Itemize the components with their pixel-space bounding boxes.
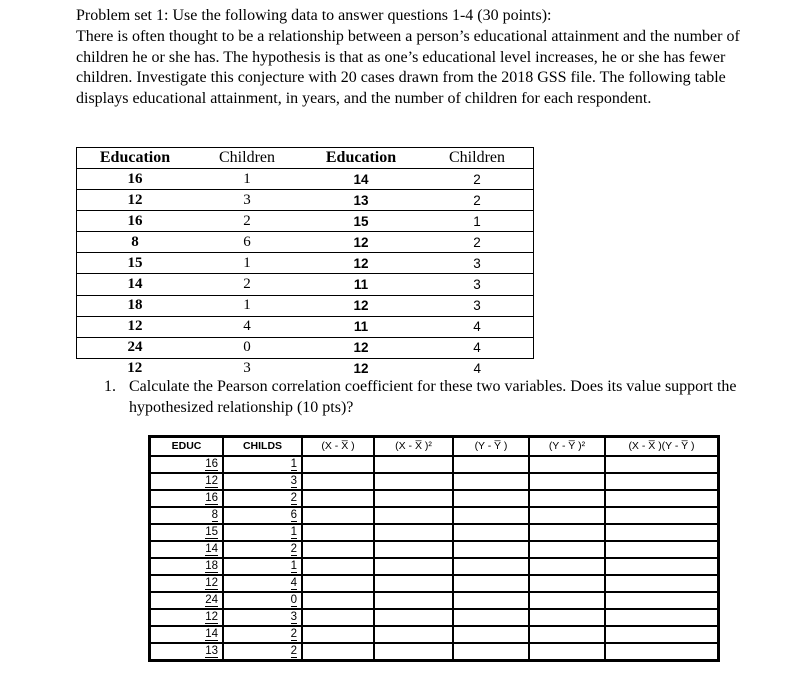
work-table-header	[150, 437, 719, 457]
work-table-answer-cell[interactable]	[605, 626, 719, 643]
work-table-row	[150, 524, 719, 541]
work-table-answer-cell[interactable]	[302, 626, 374, 643]
data-table-row	[77, 169, 534, 190]
data-table-cell: 4	[473, 361, 481, 377]
data-table-cell: 3	[193, 190, 301, 211]
question-number: 1.	[104, 378, 116, 395]
work-table-row	[150, 558, 719, 575]
data-table-cell: 14	[77, 274, 194, 295]
work-table-answer-cell[interactable]	[453, 456, 529, 473]
work-table-value-cell	[223, 490, 302, 507]
work-table-value: 24	[205, 594, 218, 606]
work-table-answer-cell[interactable]	[302, 609, 374, 626]
work-table-value: 0	[290, 594, 297, 606]
work-table-row	[150, 626, 719, 643]
question-1	[104, 376, 744, 418]
work-table-value-cell	[223, 558, 302, 575]
work-table-value-cell	[223, 473, 302, 490]
work-table-value-cell	[150, 473, 224, 490]
header-education-2: Education	[301, 148, 421, 169]
work-table-row	[150, 541, 719, 558]
data-table-row	[77, 190, 534, 211]
work-table-answer-cell[interactable]	[453, 524, 529, 541]
data-table-cell: 1	[193, 253, 301, 274]
work-table-answer-cell[interactable]	[302, 643, 374, 661]
work-table-answer-cell[interactable]	[453, 541, 529, 558]
work-table-value: 16	[205, 458, 218, 470]
header-y-dev: (Y - Y̅ )	[453, 437, 529, 457]
work-table-value-cell	[150, 575, 224, 592]
work-table-row	[150, 575, 719, 592]
work-table-value: 12	[205, 475, 218, 487]
work-table-answer-cell[interactable]	[529, 524, 605, 541]
work-table-answer-cell[interactable]	[374, 541, 453, 558]
header-educ: EDUC	[150, 437, 224, 457]
work-table-value: 18	[205, 560, 218, 572]
work-table-answer-cell[interactable]	[529, 592, 605, 609]
work-table-answer-cell[interactable]	[374, 456, 453, 473]
data-table-row	[77, 274, 534, 295]
work-table-value: 2	[290, 645, 297, 657]
work-table-value: 14	[205, 628, 218, 640]
work-table-answer-cell[interactable]	[302, 541, 374, 558]
data-table-cell: 15	[301, 211, 421, 232]
work-table-value-cell	[150, 507, 224, 524]
work-table-answer-cell[interactable]	[302, 575, 374, 592]
work-table-value-cell	[150, 609, 224, 626]
work-table-value-cell	[150, 592, 224, 609]
work-table-value-cell	[223, 456, 302, 473]
data-table-cell: 4	[421, 337, 534, 358]
work-table-value-cell	[223, 507, 302, 524]
work-table-answer-cell[interactable]	[529, 626, 605, 643]
work-table-answer-cell[interactable]	[453, 490, 529, 507]
work-table-answer-cell[interactable]	[529, 473, 605, 490]
work-table-value-cell	[223, 592, 302, 609]
data-table	[76, 147, 534, 379]
work-table-value: 4	[290, 577, 297, 589]
work-table-answer-cell[interactable]	[374, 575, 453, 592]
data-table-cell: 16	[77, 169, 194, 190]
work-table-answer-cell[interactable]	[605, 609, 719, 626]
work-table-value-cell	[223, 626, 302, 643]
work-table-answer-cell[interactable]	[453, 473, 529, 490]
work-table-answer-cell[interactable]	[453, 558, 529, 575]
work-table-answer-cell[interactable]	[453, 626, 529, 643]
work-table-answer-cell[interactable]	[302, 507, 374, 524]
work-table-value: 1	[290, 526, 297, 538]
work-table-answer-cell[interactable]	[605, 490, 719, 507]
work-table-answer-cell[interactable]	[302, 524, 374, 541]
work-table-value-cell	[150, 643, 224, 661]
work-table-answer-cell[interactable]	[605, 541, 719, 558]
work-table-answer-cell[interactable]	[529, 507, 605, 524]
work-table-value: 3	[290, 475, 297, 487]
work-table-answer-cell[interactable]	[529, 575, 605, 592]
data-table-header	[77, 148, 534, 169]
work-table-answer-cell[interactable]	[374, 592, 453, 609]
work-table-answer-cell[interactable]	[374, 609, 453, 626]
data-table-row	[77, 211, 534, 232]
work-table-value-cell	[223, 524, 302, 541]
data-table-cell: 2	[193, 274, 301, 295]
work-table-value-cell	[150, 626, 224, 643]
data-table-cell: 14	[301, 169, 421, 190]
header-children-1: Children	[193, 148, 301, 169]
work-table-answer-cell[interactable]	[374, 473, 453, 490]
header-children-2: Children	[421, 148, 534, 169]
work-table-row	[150, 643, 719, 661]
work-table-value: 2	[290, 543, 297, 555]
work-table-value: 6	[290, 509, 297, 521]
work-table-answer-cell[interactable]	[529, 558, 605, 575]
data-table-row	[77, 232, 534, 253]
work-table-value-cell	[150, 541, 224, 558]
data-table-row	[77, 295, 534, 316]
work-table-value: 3	[290, 611, 297, 623]
data-table-cell: 12	[301, 337, 421, 358]
data-table-row	[77, 316, 534, 337]
data-table-row	[77, 337, 534, 358]
data-table-cell: 1	[193, 295, 301, 316]
work-table-answer-cell[interactable]	[605, 507, 719, 524]
work-table-answer-cell[interactable]	[302, 490, 374, 507]
work-table-answer-cell[interactable]	[605, 643, 719, 661]
work-table-row	[150, 507, 719, 524]
data-table-cell: 3	[421, 295, 534, 316]
data-table-cell: 13	[301, 190, 421, 211]
work-table-answer-cell[interactable]	[529, 456, 605, 473]
work-table-answer-cell[interactable]	[453, 507, 529, 524]
data-table-cell: 11	[301, 274, 421, 295]
work-table-value: 16	[205, 492, 218, 504]
work-table-value: 2	[290, 492, 297, 504]
work-table-answer-cell[interactable]	[453, 575, 529, 592]
data-table-cell: 2	[421, 232, 534, 253]
work-table-row	[150, 456, 719, 473]
data-table-cell: 1	[193, 169, 301, 190]
work-table-answer-cell[interactable]	[302, 456, 374, 473]
work-table-answer-cell[interactable]	[605, 592, 719, 609]
work-table-row	[150, 609, 719, 626]
work-table	[148, 435, 720, 662]
data-table-cell: 0	[193, 337, 301, 358]
work-table-value: 14	[205, 543, 218, 555]
work-table-value-cell	[150, 456, 224, 473]
work-table-answer-cell[interactable]	[453, 592, 529, 609]
work-table-value-cell	[150, 558, 224, 575]
work-table-answer-cell[interactable]	[302, 473, 374, 490]
data-table-cell: 12	[77, 190, 194, 211]
work-table-value: 12	[205, 577, 218, 589]
data-table-cell: 11	[301, 316, 421, 337]
data-table-cell: 2	[193, 211, 301, 232]
data-table-cell: 3	[421, 253, 534, 274]
data-table-cell: 4	[193, 316, 301, 337]
work-table-answer-cell[interactable]	[605, 456, 719, 473]
work-table-answer-cell[interactable]	[374, 507, 453, 524]
work-table-answer-cell[interactable]	[302, 558, 374, 575]
data-table-cell: 15	[77, 253, 194, 274]
work-table-value: 2	[290, 628, 297, 640]
work-table-answer-cell[interactable]	[529, 490, 605, 507]
work-table-answer-cell[interactable]	[374, 643, 453, 661]
work-table-answer-cell[interactable]	[453, 643, 529, 661]
data-table-cell: 2	[421, 169, 534, 190]
work-table-row	[150, 490, 719, 507]
data-table-row	[77, 253, 534, 274]
data-table-cell: 3	[243, 360, 251, 377]
work-table-answer-cell[interactable]	[605, 473, 719, 490]
data-table-cell: 12	[301, 295, 421, 316]
data-table-cell: 18	[77, 295, 194, 316]
work-table-answer-cell[interactable]	[605, 558, 719, 575]
data-table-cell: 24	[77, 337, 194, 358]
work-table-value: 15	[205, 526, 218, 538]
work-table-answer-cell[interactable]	[605, 524, 719, 541]
work-table-value: 8	[211, 509, 218, 521]
data-table-cell: 12	[127, 360, 143, 377]
header-x-dev: (X - X̅ )	[302, 437, 374, 457]
work-table-answer-cell[interactable]	[529, 643, 605, 661]
header-x-dev-sq: (X - X̅ )²	[374, 437, 453, 457]
work-table-answer-cell[interactable]	[374, 490, 453, 507]
work-table-answer-cell[interactable]	[605, 575, 719, 592]
work-table-value-cell	[223, 609, 302, 626]
header-y-dev-sq: (Y - Y̅ )²	[529, 437, 605, 457]
work-table-value: 1	[290, 458, 297, 470]
data-table-cell: 12	[77, 316, 194, 337]
data-table-cell: 2	[421, 190, 534, 211]
data-table-cell: 1	[421, 211, 534, 232]
header-education-1: Education	[77, 148, 194, 169]
problem-title: Problem set 1: Use the following data to answer questions 1-4 (30 points):	[76, 7, 552, 24]
data-table-cell: 3	[421, 274, 534, 295]
work-table-answer-cell[interactable]	[453, 609, 529, 626]
data-table-cell: 4	[421, 316, 534, 337]
work-table-answer-cell[interactable]	[529, 541, 605, 558]
problem-description: There is often thought to be a relationship between a person’s educational attainment and the number of children he or she has. The hypothesis is that as one’s educational level increases, he or she has fewer children. Investigate this conjecture with 20 cases drawn from the 2018 GSS file. The following table displays educational attainment, in years, and the number of children for each respondent.	[76, 27, 740, 108]
work-table-value: 13	[205, 645, 218, 657]
work-table-answer-cell[interactable]	[374, 626, 453, 643]
header-childs: CHILDS	[223, 437, 302, 457]
work-table-answer-cell[interactable]	[374, 558, 453, 575]
work-table-value-cell	[223, 575, 302, 592]
question-text: Calculate the Pearson correlation coefficient for these two variables. Does its value support the hypothesized relationship (10 pts)?	[129, 378, 737, 416]
work-table-row	[150, 473, 719, 490]
work-table-value-cell	[223, 541, 302, 558]
data-table-cell: 12	[353, 361, 369, 377]
work-table-row	[150, 592, 719, 609]
header-xy-product: (X - X̅ )(Y - Y̅ )	[605, 437, 719, 457]
work-table-value-cell	[223, 643, 302, 661]
work-table-answer-cell[interactable]	[302, 592, 374, 609]
work-table-answer-cell[interactable]	[529, 609, 605, 626]
data-table-cell: 16	[77, 211, 194, 232]
work-table-answer-cell[interactable]	[374, 524, 453, 541]
data-table-cell: 8	[77, 232, 194, 253]
work-table-value-cell	[150, 524, 224, 541]
problem-intro	[76, 6, 766, 110]
work-table-value-cell	[150, 490, 224, 507]
data-table-cell: 12	[301, 232, 421, 253]
work-table-value: 12	[205, 611, 218, 623]
work-table-value: 1	[290, 560, 297, 572]
data-table-cell: 12	[301, 253, 421, 274]
data-table-cell: 6	[193, 232, 301, 253]
